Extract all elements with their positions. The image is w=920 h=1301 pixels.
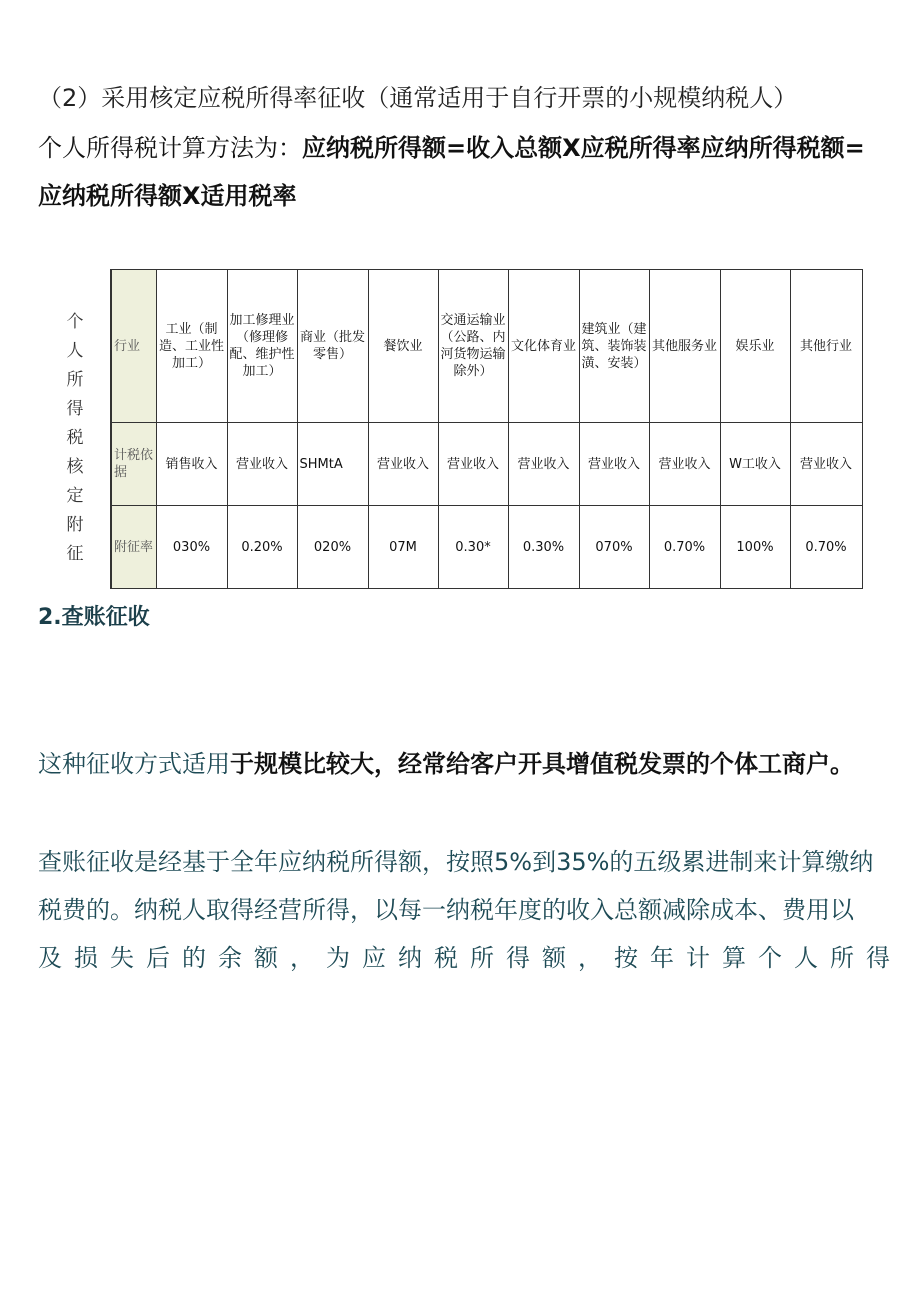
side-char: 附	[66, 515, 84, 535]
industry-cell: 工业（制造、工业性加工）	[156, 270, 227, 423]
rate-cell: 070%	[579, 506, 649, 589]
industry-cell: 商业（批发零售）	[297, 270, 368, 423]
scope-bold: 于规模比较大，经常给客户开具增值税发票的个体工商户。	[230, 750, 854, 778]
industry-cell: 文化体育业	[508, 270, 579, 423]
side-char: 征	[66, 544, 84, 560]
formula-line-1	[38, 128, 865, 163]
method-line: 及损失后的余额，为应纳税所得额，按年计算个人所得	[38, 944, 890, 972]
rate-cell: 100%	[720, 506, 790, 589]
scope-paragraph	[38, 744, 854, 779]
side-char: 所	[66, 370, 84, 390]
row-header: 行业	[111, 270, 156, 423]
formula-bold: 应纳税所得额=收入总额X应税所得率应纳所得税额=	[302, 134, 865, 162]
formula-lead: 个人所得税计算方法为：	[38, 134, 302, 162]
basis-cell: SHMtA	[297, 423, 368, 506]
side-char: 人	[66, 341, 84, 361]
rate-cell: 020%	[297, 506, 368, 589]
table-row-industry	[111, 270, 862, 423]
side-char: 个	[66, 312, 84, 332]
industry-cell: 加工修理业（修理修配、维护性加工）	[227, 270, 297, 423]
side-label-vertical	[62, 308, 88, 560]
basis-cell: 营业收入	[227, 423, 297, 506]
side-char: 定	[66, 486, 84, 506]
section-heading: 2.查账征收	[38, 605, 150, 630]
industry-cell: 娱乐业	[720, 270, 790, 423]
industry-cell: 餐饮业	[368, 270, 438, 423]
side-char: 税	[66, 428, 84, 448]
basis-cell: 营业收入	[438, 423, 508, 506]
method-line: 查账征收是经基于全年应纳税所得额，按照5%到35%的五级累进制来计算缴纳	[38, 848, 874, 876]
rate-cell: 07M	[368, 506, 438, 589]
rate-cell: 0.20%	[227, 506, 297, 589]
industry-cell: 其他行业	[790, 270, 862, 423]
method-paragraph	[38, 838, 890, 982]
basis-cell: 营业收入	[368, 423, 438, 506]
basis-cell: 营业收入	[649, 423, 720, 506]
basis-cell: 营业收入	[579, 423, 649, 506]
rate-cell: 0.30*	[438, 506, 508, 589]
method-line: 税费的。纳税人取得经营所得，以每一纳税年度的收入总额减除成本、费用以	[38, 896, 854, 924]
basis-cell: 营业收入	[790, 423, 862, 506]
scope-lead: 这种征收方式适用	[38, 750, 230, 778]
row-header: 附征率	[111, 506, 156, 589]
basis-cell: 营业收入	[508, 423, 579, 506]
table-row-basis	[111, 423, 862, 506]
formula-line-2: 应纳税所得额X适用税率	[38, 182, 297, 210]
row-header: 计税依据	[111, 423, 156, 506]
industry-cell: 建筑业（建筑、装饰装潢、安装）	[579, 270, 649, 423]
rate-cell: 0.70%	[790, 506, 862, 589]
tax-rate-table	[110, 269, 863, 589]
side-char: 核	[66, 457, 84, 477]
rate-cell: 0.30%	[508, 506, 579, 589]
basis-cell: 销售收入	[156, 423, 227, 506]
collection-note: （2）采用核定应税所得率征收（通常适用于自行开票的小规模纳税人）	[38, 84, 798, 112]
industry-cell: 其他服务业	[649, 270, 720, 423]
rate-cell: 030%	[156, 506, 227, 589]
side-char: 得	[66, 399, 84, 419]
rate-cell: 0.70%	[649, 506, 720, 589]
basis-cell: W工收入	[720, 423, 790, 506]
industry-cell: 交通运输业（公路、内河货物运输除外）	[438, 270, 508, 423]
table-row-rate	[111, 506, 862, 589]
